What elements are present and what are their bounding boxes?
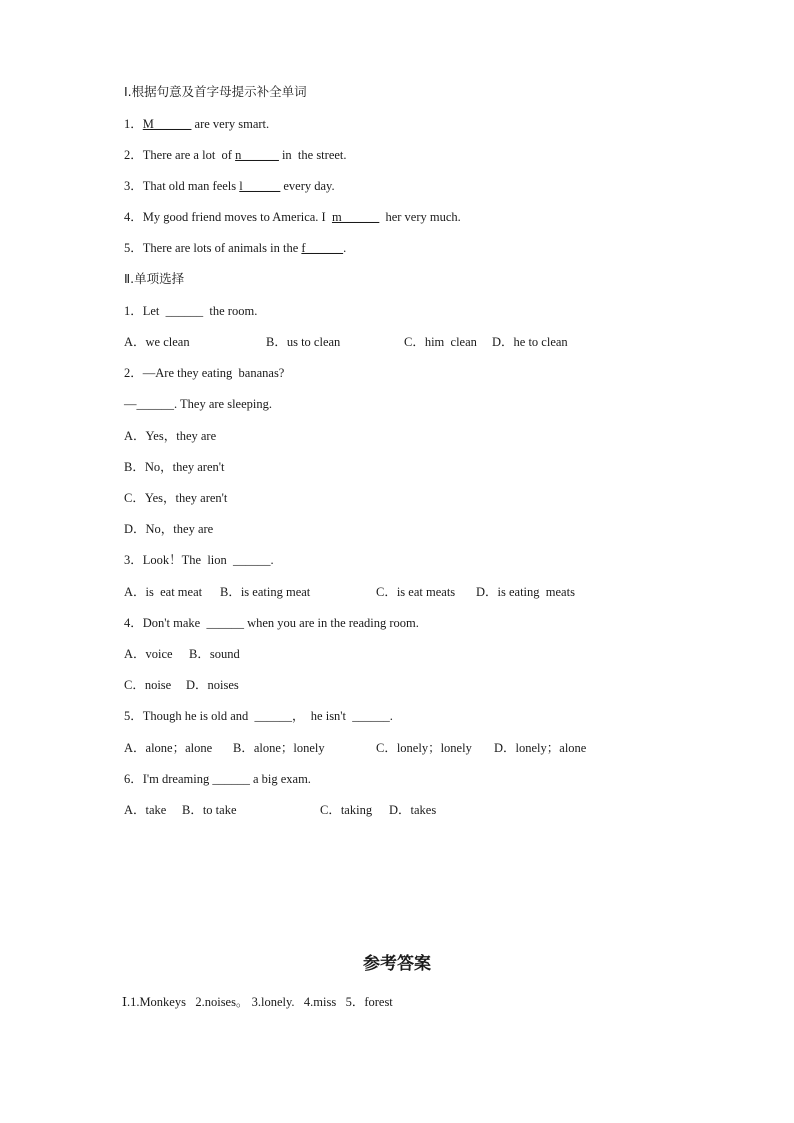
- q5-stem: 5．Though he is old and ______， he isn't ______.: [124, 709, 393, 723]
- q6-option-a[interactable]: A．take: [124, 803, 167, 817]
- s1-item-2: [124, 147, 347, 163]
- q4-option-c[interactable]: C．noise: [124, 678, 172, 692]
- q4-option-b[interactable]: B．sound: [189, 647, 240, 661]
- item-pre: There are lots of animals in the: [142, 241, 302, 255]
- item-post: .: [343, 241, 347, 255]
- s1-item-5: [124, 240, 346, 256]
- q5-option-a[interactable]: A．alone；alone: [124, 741, 213, 755]
- blank-field[interactable]: l______: [239, 179, 281, 193]
- section1-heading: Ⅰ.根据句意及首字母提示补全单词: [124, 84, 307, 99]
- q6-option-b[interactable]: B．to take: [182, 803, 237, 817]
- q6-stem: 6．I'm dreaming ______ a big exam.: [124, 772, 311, 786]
- q5-option-b[interactable]: B．alone；lonely: [233, 741, 325, 755]
- q6-option-c[interactable]: C．taking: [320, 803, 373, 817]
- blank-field[interactable]: M______: [142, 117, 192, 131]
- answers-line-1: Ⅰ.1.Monkeys 2.noises。 3.lonely. 4.miss 5．forest: [122, 995, 393, 1009]
- q3-option-a[interactable]: A．is eat meat: [124, 585, 203, 599]
- q2-option-b[interactable]: B．No，they aren't: [124, 460, 225, 474]
- q3-option-d[interactable]: D．is eating meats: [476, 585, 575, 599]
- item-number: 4．: [124, 210, 143, 224]
- section2-heading: Ⅱ.单项选择: [124, 271, 185, 286]
- q1-option-b[interactable]: B．us to clean: [266, 335, 341, 349]
- q2-stem-response: —______. They are sleeping.: [124, 397, 272, 411]
- item-number: 1．: [124, 117, 143, 131]
- q5-option-c[interactable]: C．lonely；lonely: [376, 741, 472, 755]
- q4-option-d[interactable]: D．noises: [186, 678, 239, 692]
- item-post: are very smart.: [191, 117, 270, 131]
- s1-item-1: [124, 116, 269, 132]
- q1-option-c[interactable]: C．him clean: [404, 335, 477, 349]
- q1-option-d[interactable]: D．he to clean: [492, 335, 568, 349]
- q1-option-a[interactable]: A．we clean: [124, 335, 190, 349]
- item-post: her very much.: [379, 210, 461, 224]
- blank-field[interactable]: n______: [235, 148, 279, 162]
- q2-option-c[interactable]: C．Yes，they aren't: [124, 491, 228, 505]
- answers-title: 参考答案: [363, 954, 431, 974]
- q3-option-c[interactable]: C．is eat meats: [376, 585, 456, 599]
- item-number: 2．: [124, 148, 143, 162]
- q6-option-d[interactable]: D．takes: [389, 803, 437, 817]
- q2-stem: 2．—Are they eating bananas?: [124, 366, 285, 380]
- s1-item-3: [124, 178, 335, 194]
- blank-field[interactable]: f______: [301, 241, 344, 255]
- s1-item-4: [124, 209, 461, 225]
- q3-option-b[interactable]: B．is eating meat: [220, 585, 311, 599]
- q1-stem: 1．Let ______ the room.: [124, 304, 258, 318]
- item-pre: That old man feels: [142, 179, 240, 193]
- item-post: every day.: [280, 179, 335, 193]
- q4-stem: 4．Don't make ______ when you are in the reading room.: [124, 616, 419, 630]
- q4-option-a[interactable]: A．voice: [124, 647, 173, 661]
- q2-option-a[interactable]: A．Yes，they are: [124, 429, 217, 443]
- item-number: 5．: [124, 241, 143, 255]
- q5-option-d[interactable]: D．lonely；alone: [494, 741, 587, 755]
- q3-stem: 3．Look！The lion ______.: [124, 553, 274, 567]
- item-number: 3．: [124, 179, 143, 193]
- blank-field[interactable]: m______: [331, 210, 380, 224]
- item-pre: My good friend moves to America. I: [142, 210, 332, 224]
- item-post: in the street.: [278, 148, 347, 162]
- item-pre: There are a lot of: [142, 148, 236, 162]
- q2-option-d[interactable]: D．No，they are: [124, 522, 214, 536]
